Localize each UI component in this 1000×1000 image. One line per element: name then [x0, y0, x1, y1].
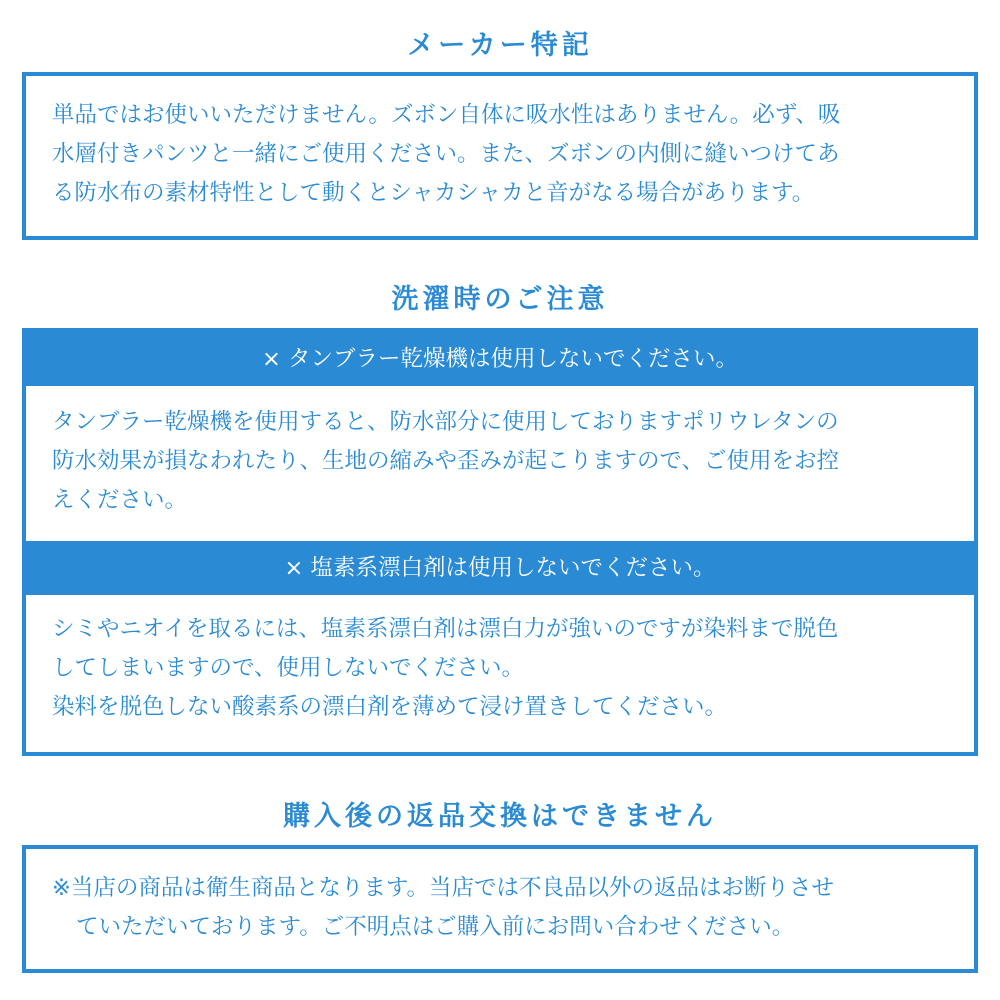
tumble-dryer-line: えください。	[52, 487, 188, 513]
tumble-dryer-line: 防水効果が損なわれたり、生地の縮みや歪みが起こりますので、ご使用をお控	[52, 448, 840, 474]
maker-note-text	[26, 76, 974, 213]
maker-note-line: る防水布の素材特性として動くとシャカシャカと音がなる場合があります。	[52, 180, 815, 206]
maker-note-line: 水層付きパンツと一緒にご使用ください。また、ズボンの内側に縫いつけてあ	[52, 141, 840, 167]
maker-note-line: 単品ではお使いいただけません。ズボン自体に吸水性はありません。必ず、吸	[52, 102, 841, 128]
returns-policy-heading: 購入後の返品交換はできません	[283, 801, 717, 832]
chlorine-bleach-warning-banner: × 塩素系漂白剤は使用しないでください。	[26, 541, 974, 595]
tumble-dryer-warning-banner: × タンブラー乾燥機は使用しないでください。	[26, 332, 974, 386]
washing-caution-heading: 洗濯時のご注意	[391, 284, 609, 315]
returns-policy-text	[26, 849, 974, 947]
chlorine-bleach-line: してしまいますので、使用しないでください。	[52, 655, 525, 681]
maker-note-heading: メーカー特記	[407, 30, 593, 61]
maker-note-box	[22, 72, 978, 240]
washing-caution-box	[22, 328, 978, 756]
returns-policy-line: ていただいております。ご不明点はご購入前にお問い合わせください。	[76, 914, 795, 940]
tumble-dryer-warning-text	[26, 386, 974, 541]
returns-policy-box	[22, 845, 978, 973]
chlorine-bleach-line: シミやニオイを取るには、塩素系漂白剤は漂白力が強いのですが染料まで脱色	[52, 616, 839, 642]
returns-policy-line: ※当店の商品は衛生商品となります。当店では不良品以外の返品はお断りさせ	[52, 875, 835, 901]
tumble-dryer-line: タンブラー乾燥機を使用すると、防水部分に使用しておりますポリウレタンの	[52, 409, 839, 435]
chlorine-bleach-warning-text	[26, 595, 974, 727]
chlorine-bleach-line: 染料を脱色しない酸素系の漂白剤を薄めて浸け置きしてください。	[52, 694, 728, 720]
